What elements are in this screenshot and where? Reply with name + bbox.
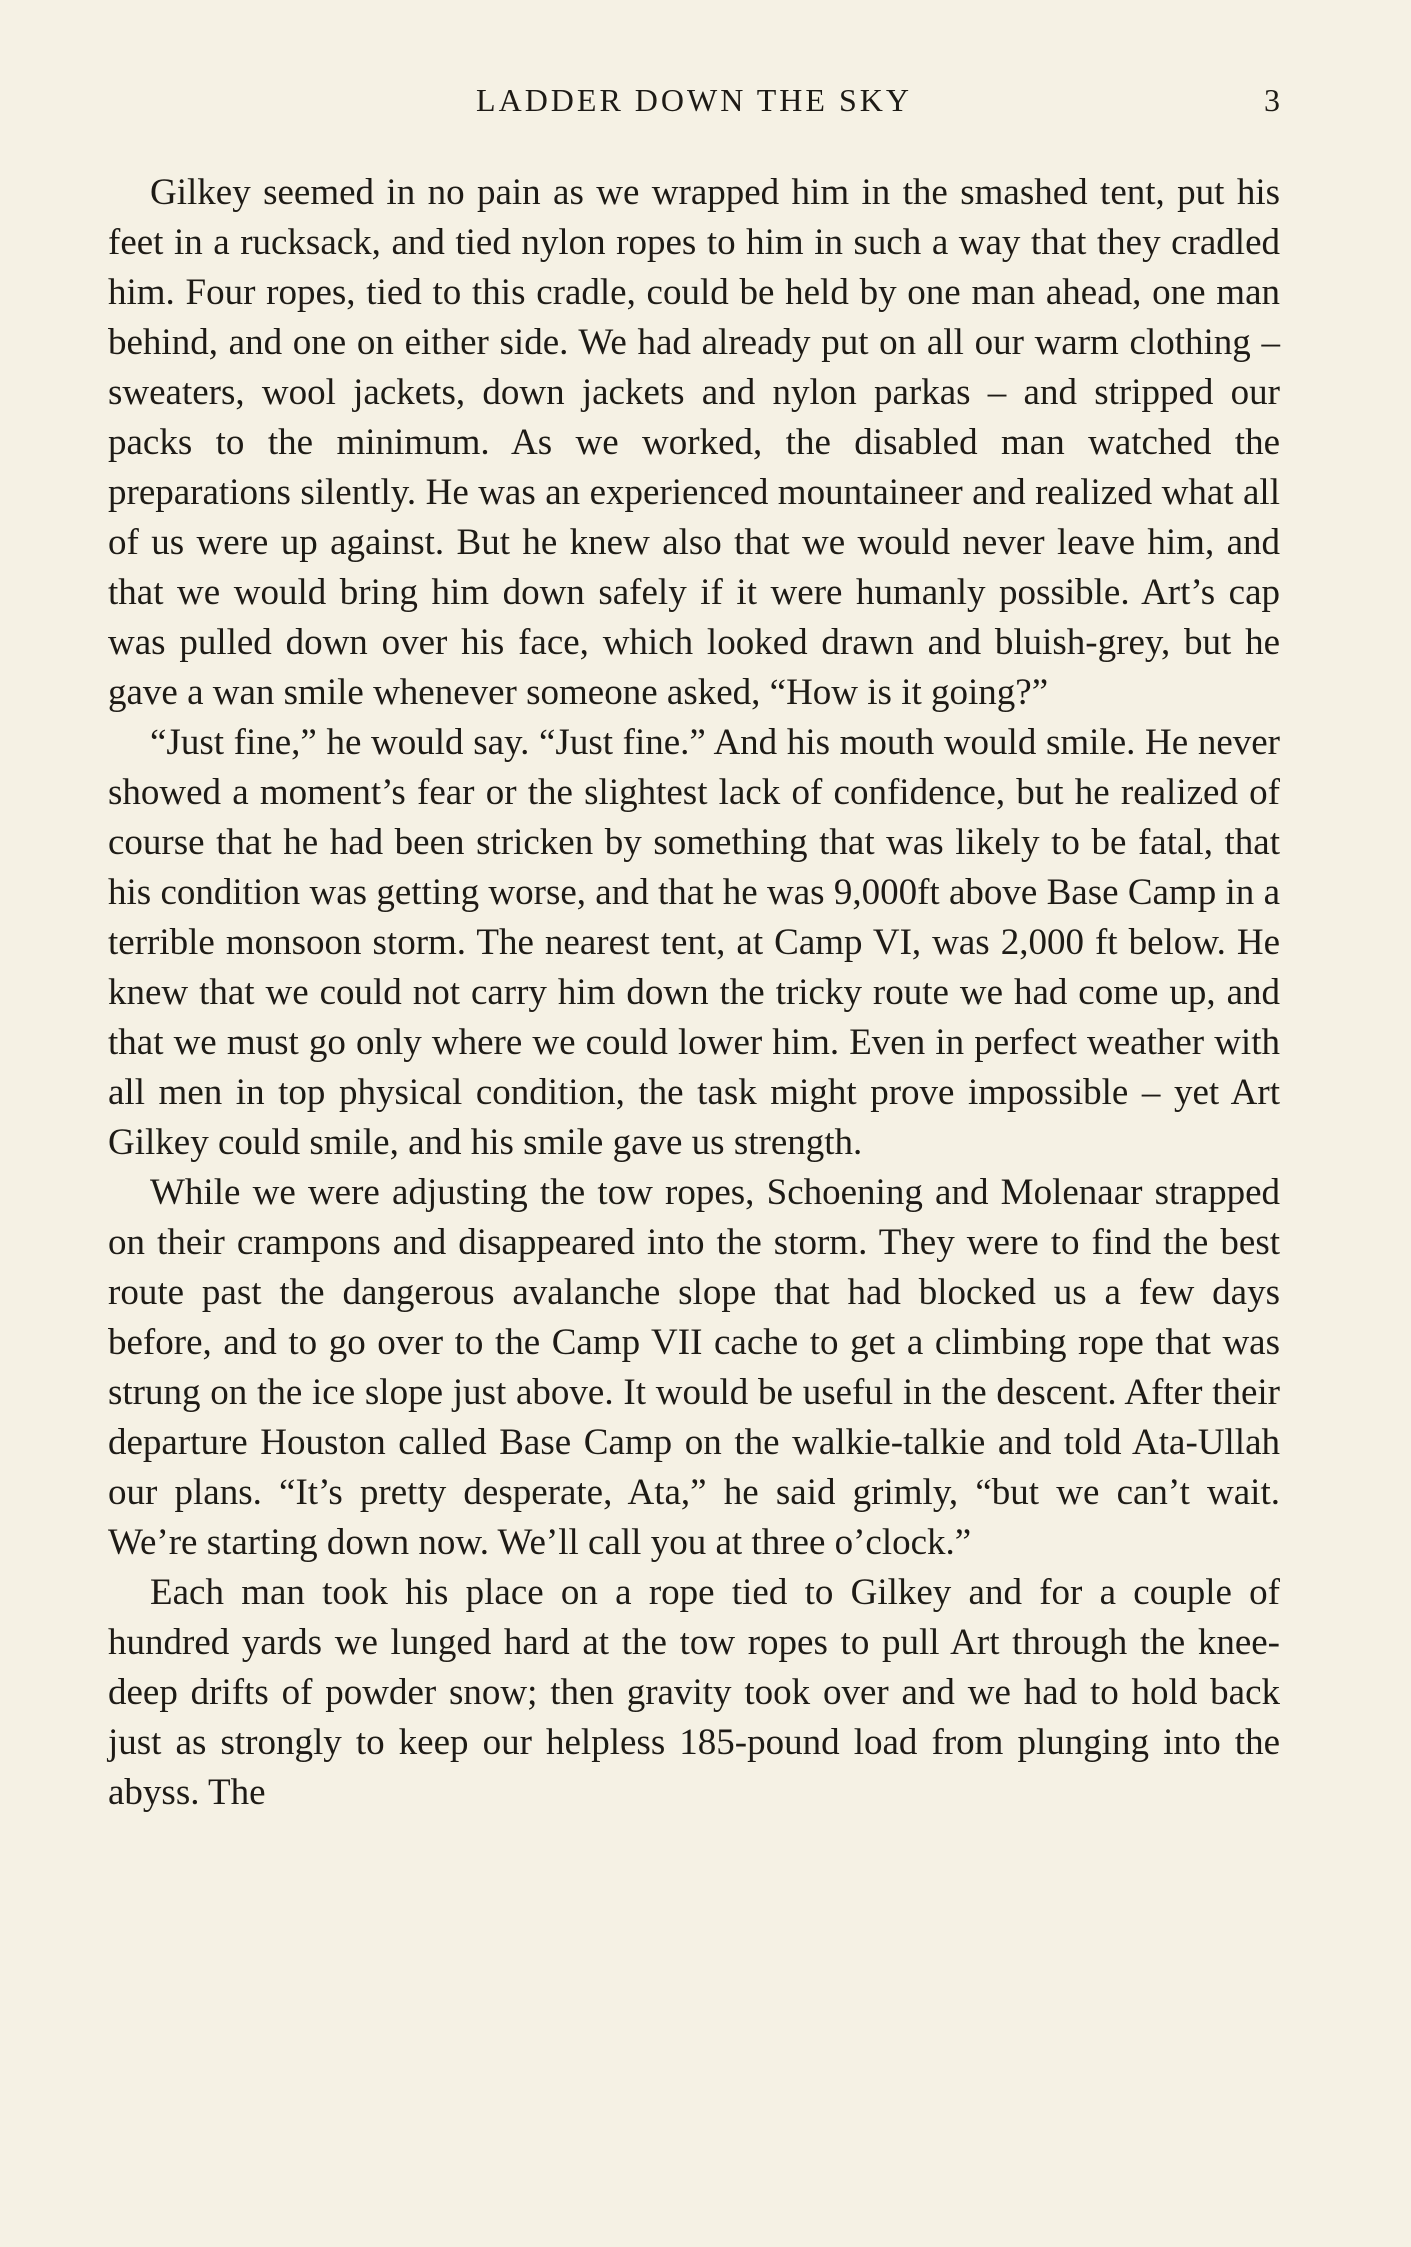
paragraph: While we were adjusting the tow ropes, Schoening and Molenaar strapped on their crampons and disappeared into the storm. They were to find the best route past the dangerous avalanche slope that had blocked us a few days before, and to go over to the Camp VII cache to get a climbing rope that was strung on the ice slope just above. It would be useful in the descent. After their departure Houston called Base Camp on the walkie-talkie and told Ata-Ullah our plans. “It’s pretty desperate, Ata,” he said grimly, “but we can’t wait. We’re starting down now. We’ll call you at three o’clock.” <box>108 1172 1280 1563</box>
page-number: 3 <box>1264 82 1280 118</box>
paragraph: Each man took his place on a rope tied to Gilkey and for a couple of hundred yards we lunged hard at the tow ropes to pull Art through the knee-deep drifts of powder snow; then gravity took over and we had to hold back just as strongly to keep our helpless 185-pound load from plunging into the abyss. The <box>108 1572 1280 1813</box>
running-head <box>108 78 1280 122</box>
body-text <box>108 168 1280 1818</box>
running-title: LADDER DOWN THE SKY <box>476 82 912 118</box>
paragraph: Gilkey seemed in no pain as we wrapped him in the smashed tent, put his feet in a rucksack, and tied nylon ropes to him in such a way that they cradled him. Four ropes, tied to this cradle, could be held by one man ahead, one man behind, and one on either side. We had already put on all our warm clothing – sweaters, wool jackets, down jackets and nylon parkas – and stripped our packs to the minimum. As we worked, the disabled man watched the preparations silently. He was an experienced mountaineer and realized what all of us were up against. But he knew also that we would never leave him, and that we would bring him down safely if it were humanly possible. Art’s cap was pulled down over his face, which looked drawn and bluish-grey, but he gave a wan smile whenever someone asked, “How is it going?” <box>108 172 1280 713</box>
paragraph: “Just fine,” he would say. “Just fine.” And his mouth would smile. He never showed a moment’s fear or the slightest lack of confidence, but he realized of course that he had been stricken by something that was likely to be fatal, that his condition was getting worse, and that he was 9,000ft above Base Camp in a terrible monsoon storm. The nearest tent, at Camp VI, was 2,000 ft below. He knew that we could not carry him down the tricky route we had come up, and that we must go only where we could lower him. Even in perfect weather with all men in top physical condition, the task might prove impossible – yet Art Gilkey could smile, and his smile gave us strength. <box>108 722 1280 1163</box>
